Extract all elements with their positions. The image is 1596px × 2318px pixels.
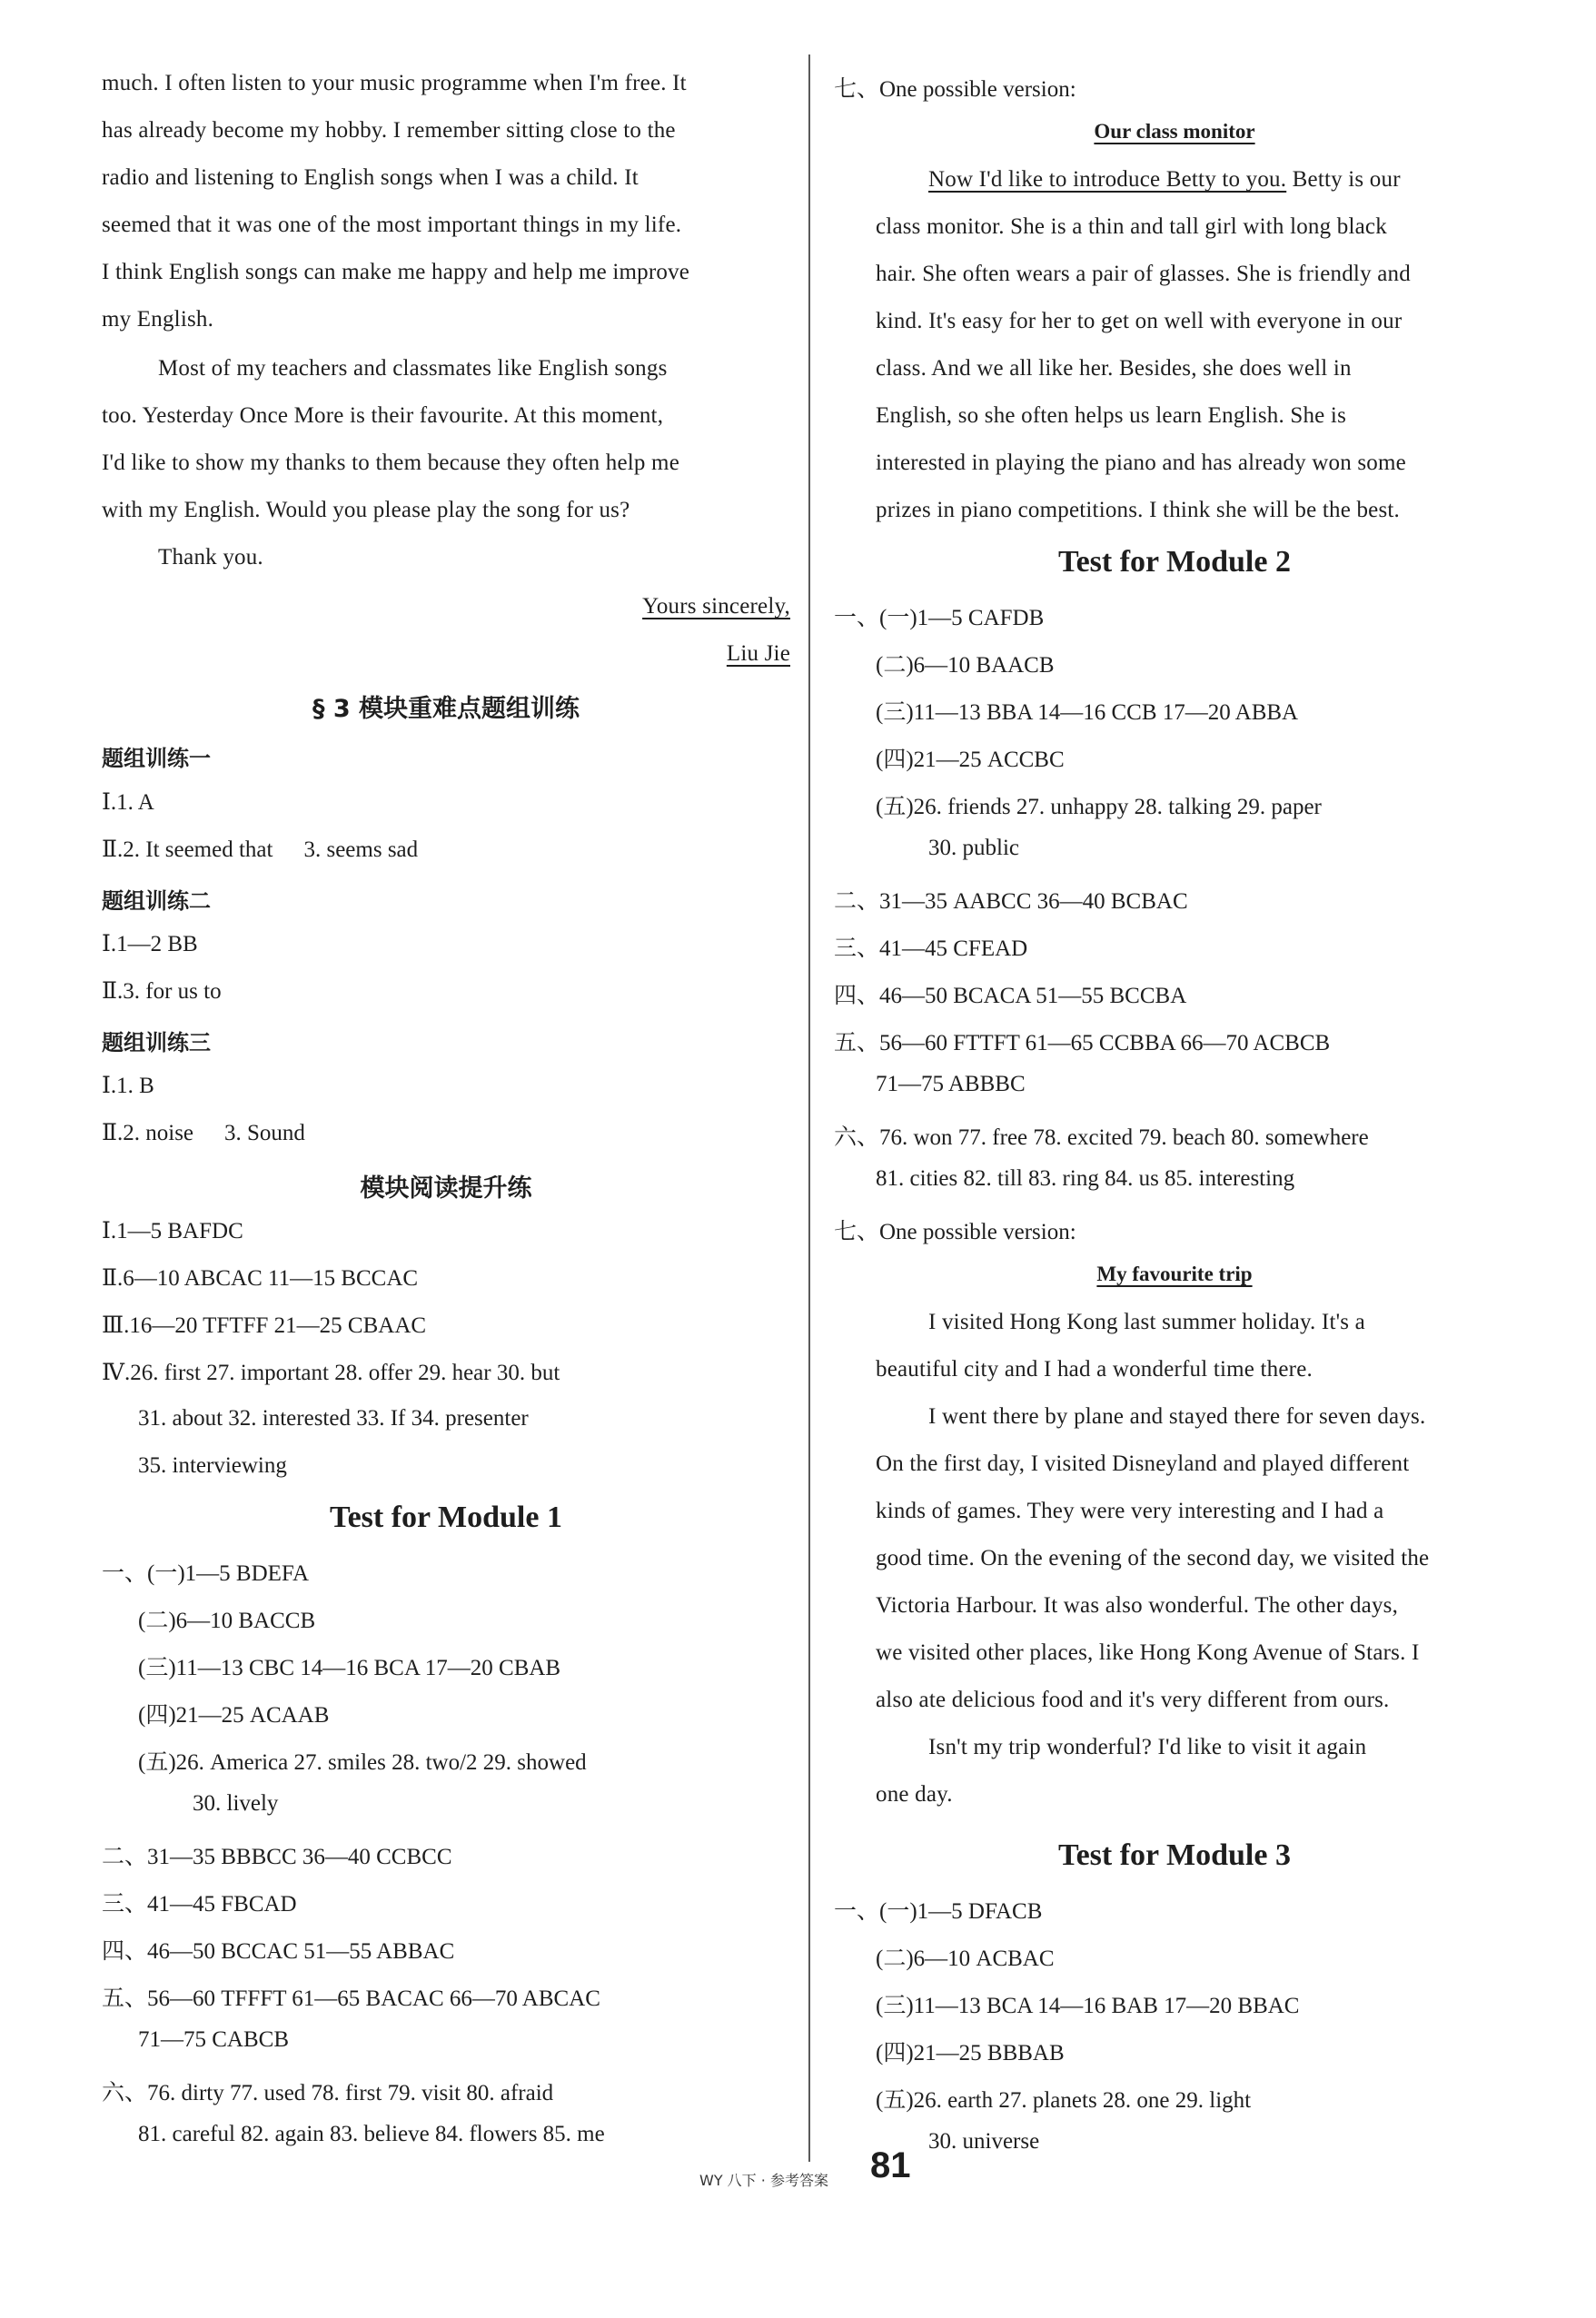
module3-line-2: (二)6—10 ACBAC <box>876 1947 1055 1971</box>
letter-line-3: radio and listening to English songs when I was a child. It <box>102 165 639 190</box>
module3-line-4: (四)21—25 BBBAB <box>876 2041 1065 2065</box>
group3-line1: Ⅰ.1. B <box>102 1074 154 1098</box>
group3-title: 题组训练三 <box>102 1030 211 1055</box>
footer-label: WY 八下 · 参考答案 <box>699 2172 828 2189</box>
essay1-line-4: kind. It's easy for her to get on well with everyone in our <box>876 309 1403 333</box>
letter-line-2: has already become my hobby. I remember sitting close to the <box>102 118 676 143</box>
letter-line-9: I'd like to show my thanks to them because they often help me <box>102 451 680 475</box>
essay2-line-5: kinds of games. They were very interesting and I had a <box>876 1499 1384 1523</box>
group3-line2 <box>102 1119 305 1146</box>
module2-line-10: 五、56—60 FTTFT 61—65 CCBBA 66—70 ACBCB <box>834 1031 1331 1055</box>
module3-line-6: 30. universe <box>928 2129 1040 2154</box>
module1-line-12: 六、76. dirty 77. used 78. first 79. visit 80. afraid <box>102 2081 554 2105</box>
module1-line-11: 71—75 CABCB <box>138 2027 290 2052</box>
group2-line2: Ⅱ.3. for us to <box>102 979 222 1004</box>
group2-line1: Ⅰ.1—2 BB <box>102 932 198 956</box>
module2-line-8: 三、41—45 CFEAD <box>834 936 1028 961</box>
module2-line-5: (五)26. friends 27. unhappy 28. talking 29. paper <box>876 795 1322 819</box>
essay1-title: Our class monitor <box>1094 120 1255 143</box>
essay1-underlined-sentence: Now I'd like to introduce Betty to you. <box>928 167 1287 192</box>
letter-line-1 <box>102 71 790 96</box>
module1-line-3: (三)11—13 CBC 14—16 BCA 17—20 CBAB <box>138 1656 561 1680</box>
module1-heading: Test for Module 1 <box>330 1501 562 1534</box>
version-intro-1: 七、One possible version: <box>834 77 1076 102</box>
letter-line-8: too. Yesterday Once More is their favourite. At this moment, <box>102 403 664 428</box>
module2-line-11: 71—75 ABBBC <box>876 1072 1026 1096</box>
version-intro-2: 七、One possible version: <box>834 1220 1076 1244</box>
section3-heading: § 3 模块重难点题组训练 <box>312 695 580 723</box>
module1-line-2: (二)6—10 BACCB <box>138 1609 316 1633</box>
module1-line-5: (五)26. America 27. smiles 28. two/2 29. showed <box>138 1750 587 1775</box>
essay2-line-11: one day. <box>876 1782 953 1807</box>
essay1-line-8: prizes in piano competitions. I think she will be the best. <box>876 498 1400 522</box>
essay2-line-3: I went there by plane and stayed there for seven days. <box>928 1404 1426 1429</box>
module2-line-7: 二、31—35 AABCC 36—40 BCBAC <box>834 889 1188 914</box>
module2-line-6: 30. public <box>928 836 1019 860</box>
module2-heading: Test for Module 2 <box>1058 545 1291 579</box>
module3-line-1: 一、(一)1—5 DFACB <box>834 1899 1043 1924</box>
group1-line2-a: Ⅱ.2. It seemed that <box>102 837 273 862</box>
essay2-line-8: we visited other places, like Hong Kong Avenue of Stars. I <box>876 1640 1420 1665</box>
module1-line-7: 二、31—35 BBBCC 36—40 CCBCC <box>102 1845 452 1869</box>
module3-line-3: (三)11—13 BCA 14—16 BAB 17—20 BBAC <box>876 1994 1300 2018</box>
letter-signature: Liu Jie <box>726 641 790 666</box>
group3-line2-a: Ⅱ.2. noise <box>102 1121 194 1145</box>
essay2-line-7: Victoria Harbour. It was also wonderful. The other days, <box>876 1593 1399 1618</box>
module1-line-10: 五、56—60 TFFFT 61—65 BACAC 66—70 ABCAC <box>102 1986 600 2011</box>
module3-line-5: (五)26. earth 27. planets 28. one 29. light <box>876 2088 1252 2113</box>
essay1-line-1-rest: Betty is our <box>1292 167 1401 192</box>
module2-line-2: (二)6—10 BAACB <box>876 653 1055 678</box>
essay1-line-1 <box>928 167 1401 193</box>
essay2-title: My favourite trip <box>1096 1263 1253 1285</box>
module1-line-8: 三、41—45 FBCAD <box>102 1892 297 1917</box>
reading-line-5: 31. about 32. interested 33. If 34. presenter <box>138 1406 529 1431</box>
group1-line2-b: 3. seems sad <box>303 837 419 862</box>
module2-line-9: 四、46—50 BCACA 51—55 BCCBA <box>834 984 1187 1008</box>
essay2-line-10: Isn't my trip wonderful? I'd like to visit it again <box>928 1735 1367 1759</box>
letter-line-11: Thank you. <box>158 545 263 570</box>
essay2-line-6: good time. On the evening of the second day, we visited the <box>876 1546 1430 1570</box>
letter-line-4: seemed that it was one of the most important things in my life. <box>102 213 682 237</box>
group1-title: 题组训练一 <box>102 746 211 771</box>
letter-line-6: my English. <box>102 307 214 332</box>
essay2-line-1: I visited Hong Kong last summer holiday. It's a <box>928 1310 1365 1334</box>
reading-heading: 模块阅读提升练 <box>360 1174 532 1203</box>
reading-line-3: Ⅲ.16—20 TFTFF 21—25 CBAAC <box>102 1313 427 1338</box>
reading-line-2: Ⅱ.6—10 ABCAC 11—15 BCCAC <box>102 1266 419 1291</box>
essay2-line-9: also ate delicious food and it's very different from ours. <box>876 1688 1390 1712</box>
letter-line-1-text: much. I often listen to your music programme when I'm free. It <box>102 71 687 95</box>
group1-line2 <box>102 836 418 863</box>
page-number: 81 <box>870 2145 911 2185</box>
module2-line-3: (三)11—13 BBA 14—16 CCB 17—20 ABBA <box>876 700 1299 725</box>
essay1-line-6: English, so she often helps us learn English. She is <box>876 403 1346 428</box>
essay1-line-2: class monitor. She is a thin and tall girl with long black <box>876 214 1387 239</box>
essay1-line-7: interested in playing the piano and has already won some <box>876 451 1406 475</box>
module1-line-13: 81. careful 82. again 83. believe 84. flowers 85. me <box>138 2122 605 2146</box>
module2-line-13: 81. cities 82. till 83. ring 84. us 85. interesting <box>876 1166 1295 1191</box>
module1-line-6: 30. lively <box>193 1791 279 1816</box>
module2-line-4: (四)21—25 ACCBC <box>876 748 1065 772</box>
column-divider <box>808 54 810 2162</box>
essay1-line-3: hair. She often wears a pair of glasses. She is friendly and <box>876 262 1411 286</box>
group3-line2-b: 3. Sound <box>224 1121 305 1145</box>
module1-line-9: 四、46—50 BCCAC 51—55 ABBAC <box>102 1939 455 1964</box>
letter-line-7: Most of my teachers and classmates like English songs <box>158 356 668 381</box>
reading-line-4: Ⅳ.26. first 27. important 28. offer 29. hear 30. but <box>102 1361 560 1385</box>
essay1-line-5: class. And we all like her. Besides, she does well in <box>876 356 1352 381</box>
letter-line-10: with my English. Would you please play the song for us? <box>102 498 630 522</box>
module2-line-12: 六、76. won 77. free 78. excited 79. beach 80. somewhere <box>834 1125 1369 1150</box>
letter-line-5: I think English songs can make me happy and help me improve <box>102 260 690 284</box>
group2-title: 题组训练二 <box>102 888 211 914</box>
letter-closing: Yours sincerely, <box>642 594 790 619</box>
module3-heading: Test for Module 3 <box>1058 1838 1291 1872</box>
module1-line-4: (四)21—25 ACAAB <box>138 1703 330 1728</box>
reading-line-1: Ⅰ.1—5 BAFDC <box>102 1219 243 1243</box>
module1-line-1: 一、(一)1—5 BDEFA <box>102 1561 310 1586</box>
group1-line1: Ⅰ.1. A <box>102 790 154 815</box>
essay2-line-2: beautiful city and I had a wonderful time there. <box>876 1357 1313 1382</box>
essay2-line-4: On the first day, I visited Disneyland and played different <box>876 1451 1410 1476</box>
module2-line-1: 一、(一)1—5 CAFDB <box>834 606 1045 630</box>
reading-line-6: 35. interviewing <box>138 1453 287 1478</box>
